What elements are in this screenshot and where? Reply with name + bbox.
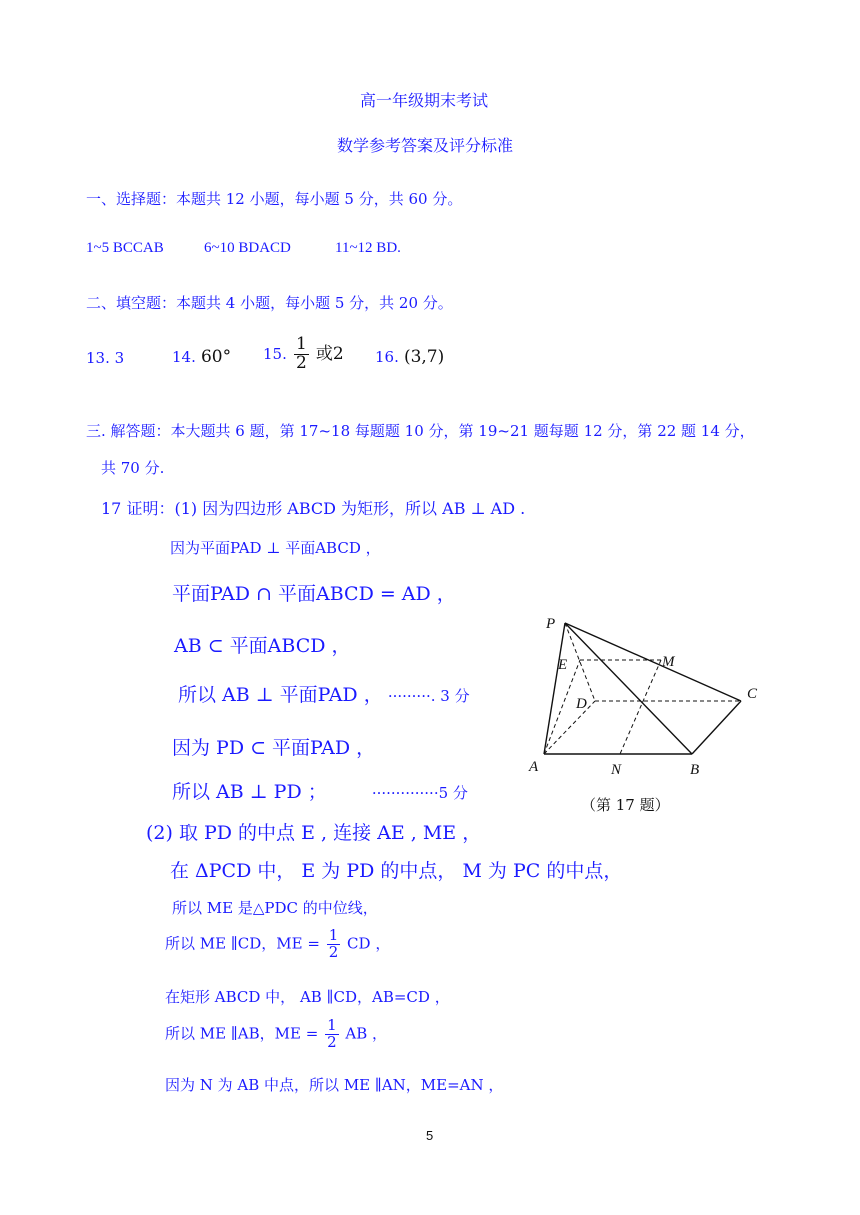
label-P: P (546, 616, 556, 632)
fill-q16-label: 16. (375, 348, 399, 366)
fill-q15-rest: 或2 (315, 343, 344, 364)
q17-p2-line4-right: CD ， (347, 934, 391, 953)
q17-p2-line3: 所以 ME 是△PDC 的中位线， (172, 899, 378, 917)
q17-p2-line4-left: 所以 ME ∥CD，ME = (165, 934, 320, 953)
section2-heading: 二、填空题：本题共 4 小题，每小题 5 分，共 20 分。 (86, 294, 453, 312)
q17-p2-line6-fraction (325, 1018, 339, 1051)
fill-q14-value: 60° (200, 347, 232, 367)
q17-line5: 因为 PD ⊂ 平面PAD ， (172, 737, 376, 759)
mc-answers-2: 6~10 BDACD (204, 240, 291, 256)
q17-line4-text: 所以 AB ⊥ 平面PAD ， (178, 684, 383, 706)
section1-heading: 一、选择题：本题共 12 小题，每小题 5 分，共 60 分。 (86, 190, 463, 208)
q17-p2-line6 (165, 1018, 387, 1051)
fill-q16-value: (3,7) (403, 347, 445, 367)
fill-q15-numerator: 1 (295, 334, 307, 354)
doc-subtitle: 数学参考答案及评分标准 (337, 136, 514, 155)
fraction-numerator: 1 (327, 1016, 337, 1034)
q17-p2-line7: 因为 N 为 AB 中点，所以 ME ∥AN，ME=AN ， (165, 1076, 504, 1094)
fraction-denominator: 2 (327, 1032, 337, 1051)
q17-p2-line1: (2) 取 PD 的中点 E , 连接 AE , ME ， (146, 822, 482, 844)
mc-answers-1: 1~5 BCCAB (86, 240, 164, 256)
fill-q14 (172, 347, 231, 367)
fill-q15 (263, 336, 344, 373)
q17-line6-text: 所以 AB ⊥ PD ； (172, 781, 327, 803)
label-N: N (611, 762, 622, 778)
fraction-numerator: 1 (328, 926, 339, 944)
fraction-denominator: 2 (328, 942, 339, 961)
q17-lead: 17 证明：(1) 因为四边形 ABCD 为矩形，所以 AB ⊥ AD . (101, 499, 526, 518)
q17-line3: AB ⊂ 平面ABCD ， (174, 635, 351, 657)
q17-line4-score: ·········. 3 分 (387, 687, 470, 705)
fill-q16 (375, 347, 444, 367)
fill-q15-denominator: 2 (295, 352, 307, 373)
q17-line6-score: ··············5 分 (371, 784, 468, 802)
label-B: B (690, 762, 700, 778)
edge-PB (565, 623, 692, 754)
segment-MN (620, 660, 661, 754)
page-number: 5 (426, 1128, 434, 1143)
edge-PA (544, 623, 568, 754)
q17-p2-line4 (165, 928, 390, 961)
q17-line6 (172, 777, 468, 804)
q17-p2-line4-fraction (327, 928, 341, 961)
section3-heading-line2: 共 70 分. (101, 459, 165, 477)
section3-heading-line1: 三. 解答题：本大题共 6 题，第 17~18 每题题 10 分，第 19~21 题每题 12 分，第 22 题 14 分， (86, 422, 755, 440)
q17-p2-line2: 在 ΔPCD 中， E 为 PD 的中点， M 为 PC 的中点， (170, 860, 623, 882)
figure-caption: （第 17 题） (581, 796, 670, 814)
mc-answers-3: 11~12 BD. (335, 240, 401, 256)
label-M: M (662, 654, 675, 670)
q17-line4 (178, 680, 470, 707)
q17-p2-line6-left: 所以 ME ∥AB，ME = (165, 1024, 319, 1043)
label-C: C (747, 686, 758, 702)
fill-q13: 13. 3 (86, 349, 125, 367)
segment-AE (544, 660, 580, 754)
q17-line2: 平面PAD ∩ 平面ABCD = AD ， (172, 583, 456, 605)
edge-BC (692, 701, 741, 754)
q17-p2-line6-right: AB ， (345, 1024, 388, 1043)
q17-p2-line5: 在矩形 ABCD 中， AB ∥CD，AB=CD ， (165, 988, 450, 1006)
edge-PC (565, 623, 741, 701)
label-E: E (558, 657, 568, 673)
label-D: D (576, 696, 587, 712)
q17-line1: 因为平面PAD ⊥ 平面ABCD ， (170, 539, 381, 557)
label-A: A (529, 759, 539, 775)
fill-q15-label: 15. (263, 344, 287, 363)
doc-title: 高一年级期末考试 (360, 91, 489, 110)
geometry-figure (520, 608, 770, 823)
fill-q15-fraction (294, 336, 309, 373)
fill-q14-label: 14. (172, 348, 196, 366)
